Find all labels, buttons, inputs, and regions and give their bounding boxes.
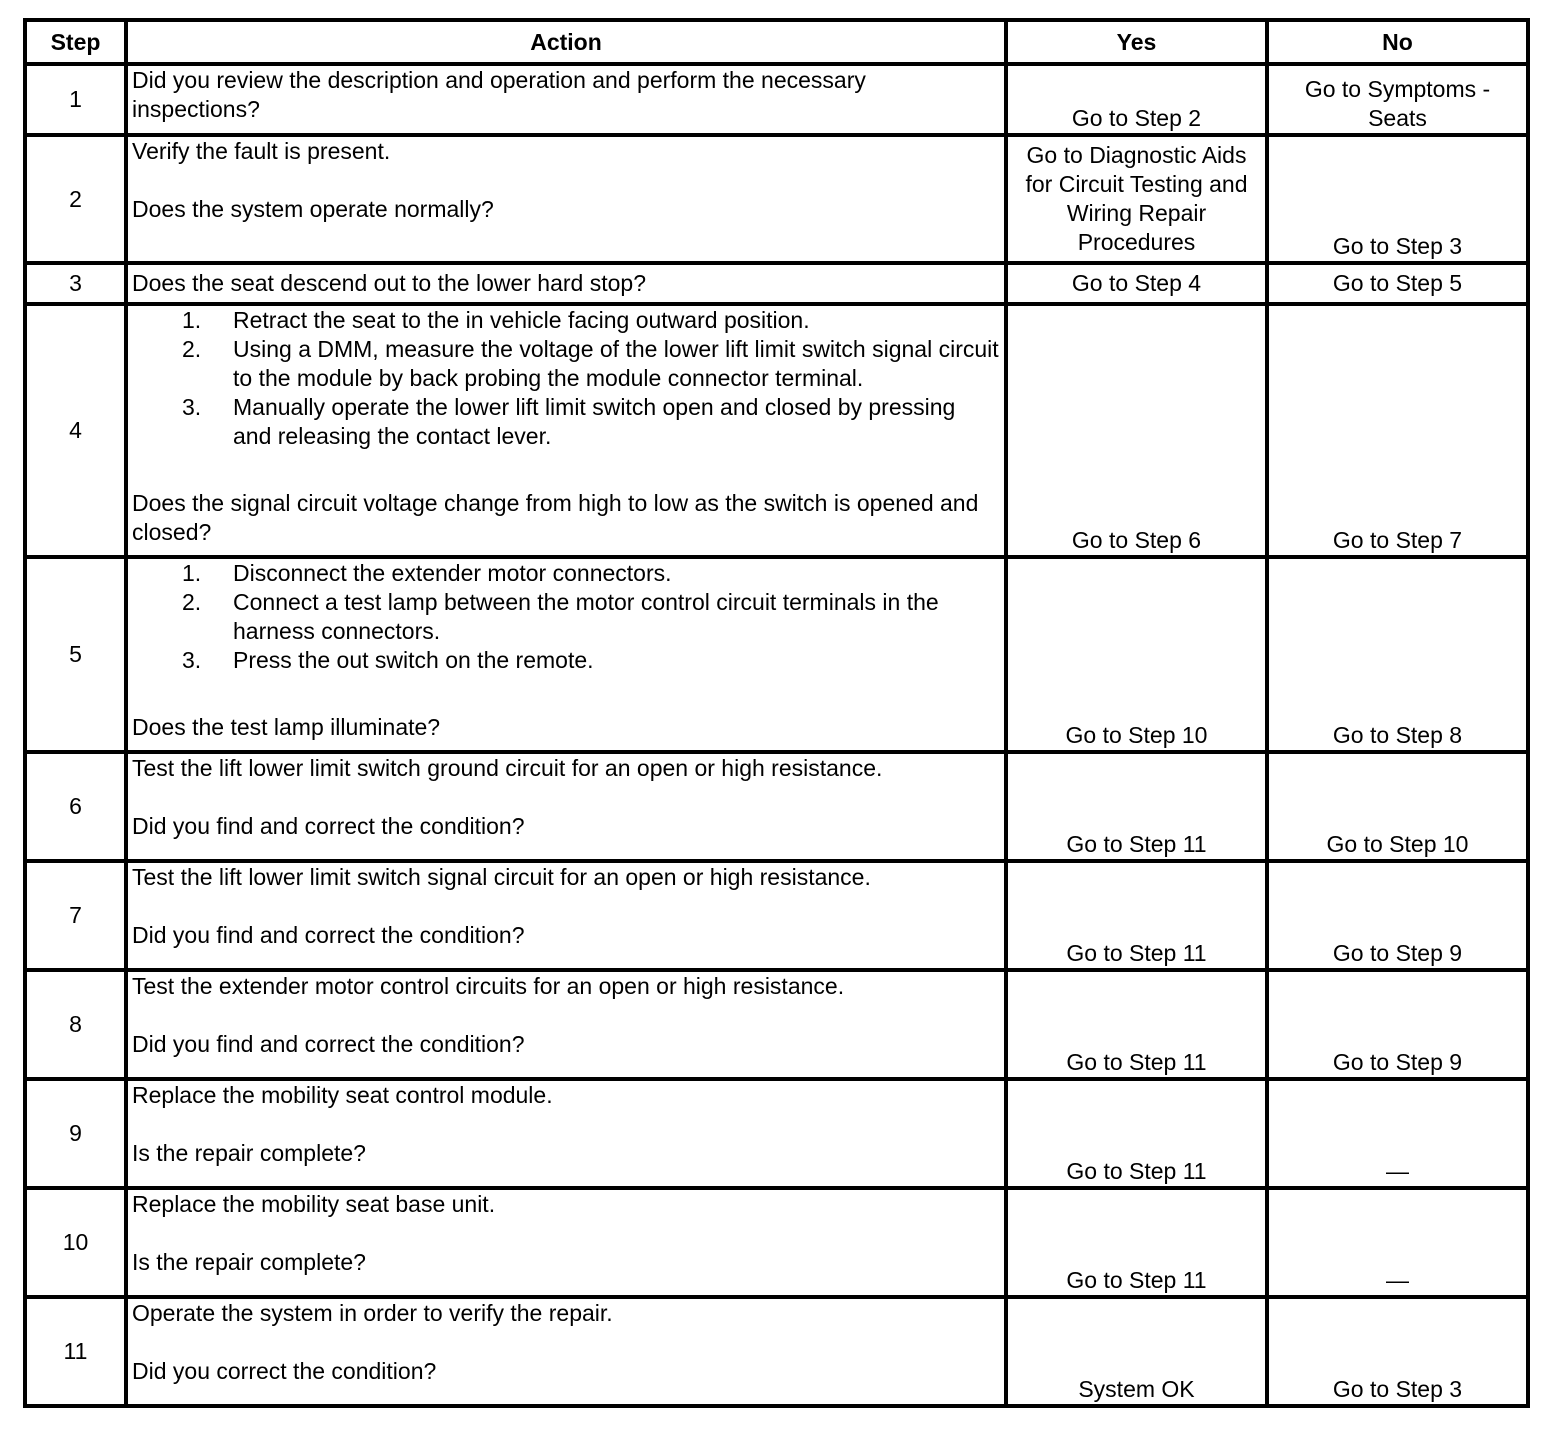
substep-list: [132, 306, 1000, 451]
table-row: [25, 304, 1528, 557]
list-item: 3. Manually operate the lower lift limit switch open and closed by pressing and releasing the contact lever.: [182, 394, 956, 449]
action-question: Does the test lamp illuminate?: [132, 714, 441, 740]
action-cell: [126, 557, 1006, 752]
action-cell: [126, 263, 1006, 304]
action-instruction: Test the extender motor control circuits for an open or high resistance.: [132, 973, 845, 999]
step-number: 6: [25, 752, 126, 861]
header-row: [25, 20, 1528, 64]
list-item: 1. Disconnect the extender motor connectors.: [182, 560, 672, 586]
action-question: Is the repair complete?: [132, 1249, 366, 1275]
action-question: Did you find and correct the condition?: [132, 813, 525, 839]
table-row: [25, 557, 1528, 752]
header-action: Action: [126, 20, 1006, 64]
yes-cell: Go to Step 6: [1006, 304, 1267, 557]
action-question: Does the signal circuit voltage change from high to low as the switch is opened and closed?: [132, 490, 979, 545]
no-cell: Go to Step 10: [1267, 752, 1528, 861]
no-cell: Go to Symptoms - Seats: [1267, 64, 1528, 135]
step-number: 4: [25, 304, 126, 557]
table-row: [25, 861, 1528, 970]
action-cell: [126, 1079, 1006, 1188]
list-item: 2. Connect a test lamp between the motor control circuit terminals in the harness connectors.: [182, 589, 939, 644]
action-question: Did you correct the condition?: [132, 1358, 437, 1384]
table-row: [25, 135, 1528, 263]
step-number: 2: [25, 135, 126, 263]
action-question: Is the repair complete?: [132, 1140, 366, 1166]
no-cell: Go to Step 3: [1267, 1297, 1528, 1406]
yes-cell: Go to Step 10: [1006, 557, 1267, 752]
table-row: [25, 1079, 1528, 1188]
table-row: [25, 752, 1528, 861]
action-instruction: Verify the fault is present.: [132, 138, 391, 164]
action-cell: [126, 1188, 1006, 1297]
no-cell: Go to Step 8: [1267, 557, 1528, 752]
yes-cell: Go to Diagnostic Aids for Circuit Testing and Wiring Repair Procedures: [1006, 135, 1267, 263]
no-cell: —: [1267, 1079, 1528, 1188]
action-question: Did you find and correct the condition?: [132, 922, 525, 948]
list-item: 2. Using a DMM, measure the voltage of the lower lift limit switch signal circuit to the module by back probing the module connector terminal.: [182, 336, 999, 391]
no-cell: Go to Step 7: [1267, 304, 1528, 557]
action-instruction: Test the lift lower limit switch ground circuit for an open or high resistance.: [132, 755, 883, 781]
yes-cell: Go to Step 2: [1006, 64, 1267, 135]
list-item: 1. Retract the seat to the in vehicle facing outward position.: [182, 307, 810, 333]
action-cell: [126, 304, 1006, 557]
action-cell: [126, 1297, 1006, 1406]
no-cell: —: [1267, 1188, 1528, 1297]
action-instruction: Test the lift lower limit switch signal circuit for an open or high resistance.: [132, 864, 871, 890]
action-cell: [126, 861, 1006, 970]
step-number: 10: [25, 1188, 126, 1297]
no-cell: Go to Step 3: [1267, 135, 1528, 263]
step-number: 3: [25, 263, 126, 304]
action-instruction: Replace the mobility seat base unit.: [132, 1191, 496, 1217]
yes-cell: Go to Step 11: [1006, 970, 1267, 1079]
step-number: 11: [25, 1297, 126, 1406]
action-question: Does the system operate normally?: [132, 196, 494, 222]
no-cell: Go to Step 5: [1267, 263, 1528, 304]
yes-cell: Go to Step 11: [1006, 752, 1267, 861]
action-cell: [126, 64, 1006, 135]
step-number: 1: [25, 64, 126, 135]
action-cell: [126, 135, 1006, 263]
header-step: Step: [25, 20, 126, 64]
yes-cell: Go to Step 4: [1006, 263, 1267, 304]
table-row: [25, 263, 1528, 304]
table-row: [25, 64, 1528, 135]
yes-cell: Go to Step 11: [1006, 861, 1267, 970]
no-cell: Go to Step 9: [1267, 861, 1528, 970]
step-number: 7: [25, 861, 126, 970]
action-instruction: Operate the system in order to verify the repair.: [132, 1300, 613, 1326]
yes-cell: Go to Step 11: [1006, 1188, 1267, 1297]
no-cell: Go to Step 9: [1267, 970, 1528, 1079]
substep-list: [132, 559, 1000, 675]
yes-cell: Go to Step 11: [1006, 1079, 1267, 1188]
step-number: 5: [25, 557, 126, 752]
action-question: Does the seat descend out to the lower hard stop?: [132, 270, 646, 296]
action-cell: [126, 752, 1006, 861]
action-question: Did you review the description and operation and perform the necessary inspections?: [132, 67, 866, 122]
step-number: 9: [25, 1079, 126, 1188]
diagnostic-table: [23, 18, 1530, 1408]
table-row: [25, 1297, 1528, 1406]
action-question: Did you find and correct the condition?: [132, 1031, 525, 1057]
yes-cell: System OK: [1006, 1297, 1267, 1406]
action-instruction: Replace the mobility seat control module.: [132, 1082, 553, 1108]
list-item: 3. Press the out switch on the remote.: [182, 647, 594, 673]
header-no: No: [1267, 20, 1528, 64]
step-number: 8: [25, 970, 126, 1079]
table-row: [25, 970, 1528, 1079]
action-cell: [126, 970, 1006, 1079]
header-yes: Yes: [1006, 20, 1267, 64]
table-row: [25, 1188, 1528, 1297]
